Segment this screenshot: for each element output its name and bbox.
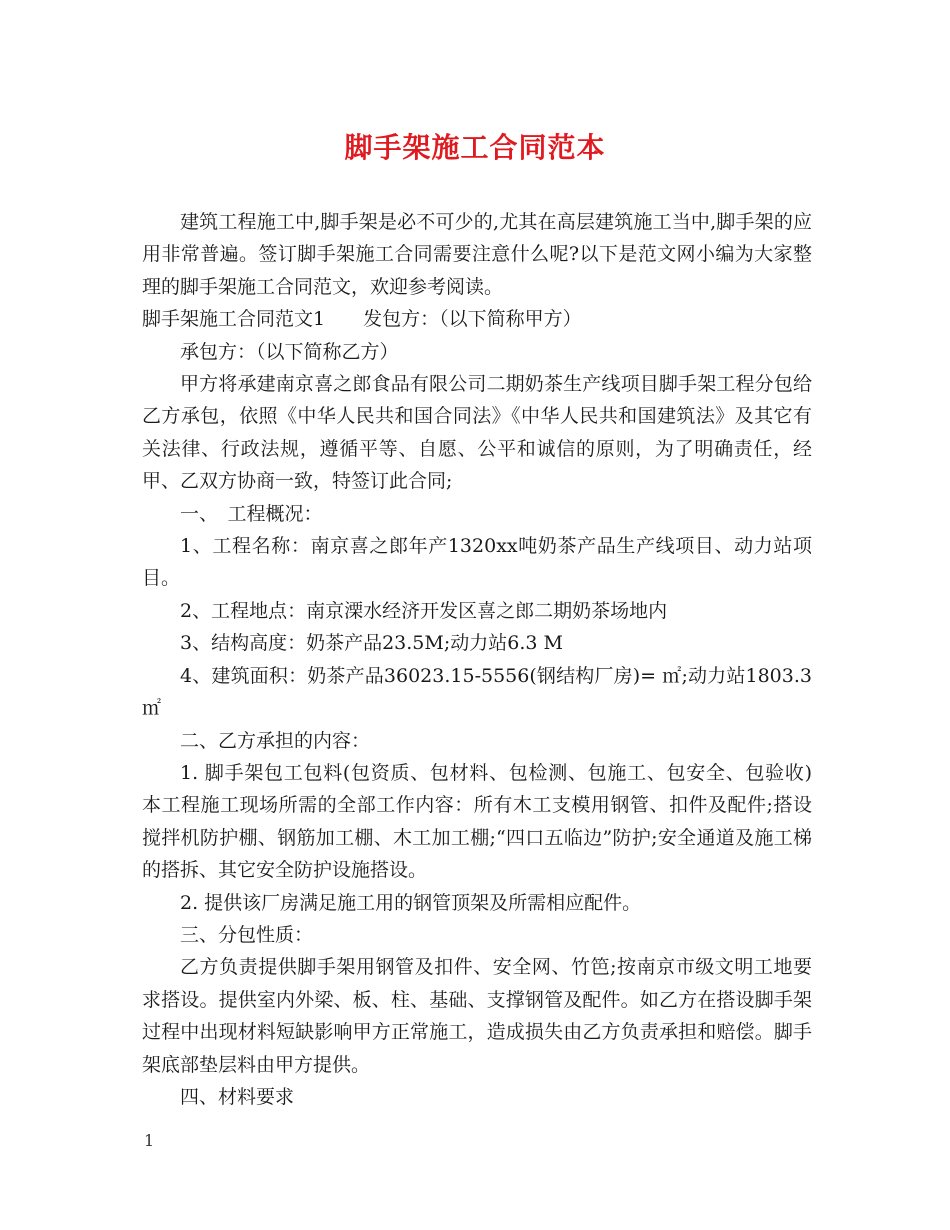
scope-item-2: 2. 提供该厂房满足施工用的钢管顶架及所需相应配件。: [180, 891, 642, 914]
section-heading-4: 四、材料要求: [180, 1085, 295, 1108]
preamble-paragraph: 甲方将承建南京喜之郎食品有限公司二期奶茶生产线项目脚手架工程分包给乙方承包，依照《中华人民共和国合同法》《中华人民共和国建筑法》及其它有关法律、行政法规，遵循平等、自愿、公平和诚信的原则，为了明确责任，经甲、乙双方协商一致，特签订此合同;: [142, 373, 812, 493]
subcontract-nature-paragraph: 乙方负责提供脚手架用钢管及扣件、安全网、竹笆;按南京市级文明工地要求搭设。提供室内外梁、板、柱、基础、支撑钢管及配件。如乙方在搭设脚手架过程中出现材料短缺影响甲方正常施工，造成损失由乙方负责承担和赔偿。脚手架底部垫层料由甲方提供。: [142, 956, 812, 1076]
project-location-item: 2、工程地点：南京溧水经济开发区喜之郎二期奶茶场地内: [180, 599, 668, 622]
section-heading-3: 三、分包性质：: [180, 923, 314, 946]
contract-heading-line: 脚手架施工合同范文1 发包方：（以下简称甲方）: [142, 308, 582, 331]
section-heading-1: 一、 工程概况：: [180, 502, 323, 525]
intro-paragraph: 建筑工程施工中,脚手架是必不可少的,尤其在高层建筑施工当中,脚手架的应用非常普遍。签订脚手架施工合同需要注意什么呢?以下是范文网小编为大家整理的脚手架施工合同范文，欢迎参考阅读。: [142, 211, 812, 298]
section-heading-2: 二、乙方承担的内容：: [180, 729, 371, 752]
document-body: [142, 206, 812, 1113]
building-area-item: 4、建筑面积：奶茶产品36023.15-5556(钢结构厂房)= ㎡;动力站1803.3㎡: [142, 664, 812, 720]
scope-item-1: 1. 脚手架包工包料(包资质、包材料、包检测、包施工、包安全、包验收) 本工程施工现场所需的全部工作内容：所有木工支模用钢管、扣件及配件;搭设搅拌机防护棚、钢筋加工棚、木工加工棚;“四口五临边”防护;安全通道及施工梯的搭拆、其它安全防护设施搭设。: [142, 761, 812, 882]
page-number: 1: [144, 1131, 155, 1150]
document-title: 脚手架施工合同范本: [344, 131, 606, 164]
contractor-line: 承包方：（以下简称乙方）: [180, 340, 399, 363]
structure-height-item: 3、结构高度：奶茶产品23.5M;动力站6.3 M: [180, 632, 563, 655]
project-name-item: 1、工程名称：南京喜之郎年产1320xx吨奶茶产品生产线项目、动力站项目。: [142, 535, 812, 590]
